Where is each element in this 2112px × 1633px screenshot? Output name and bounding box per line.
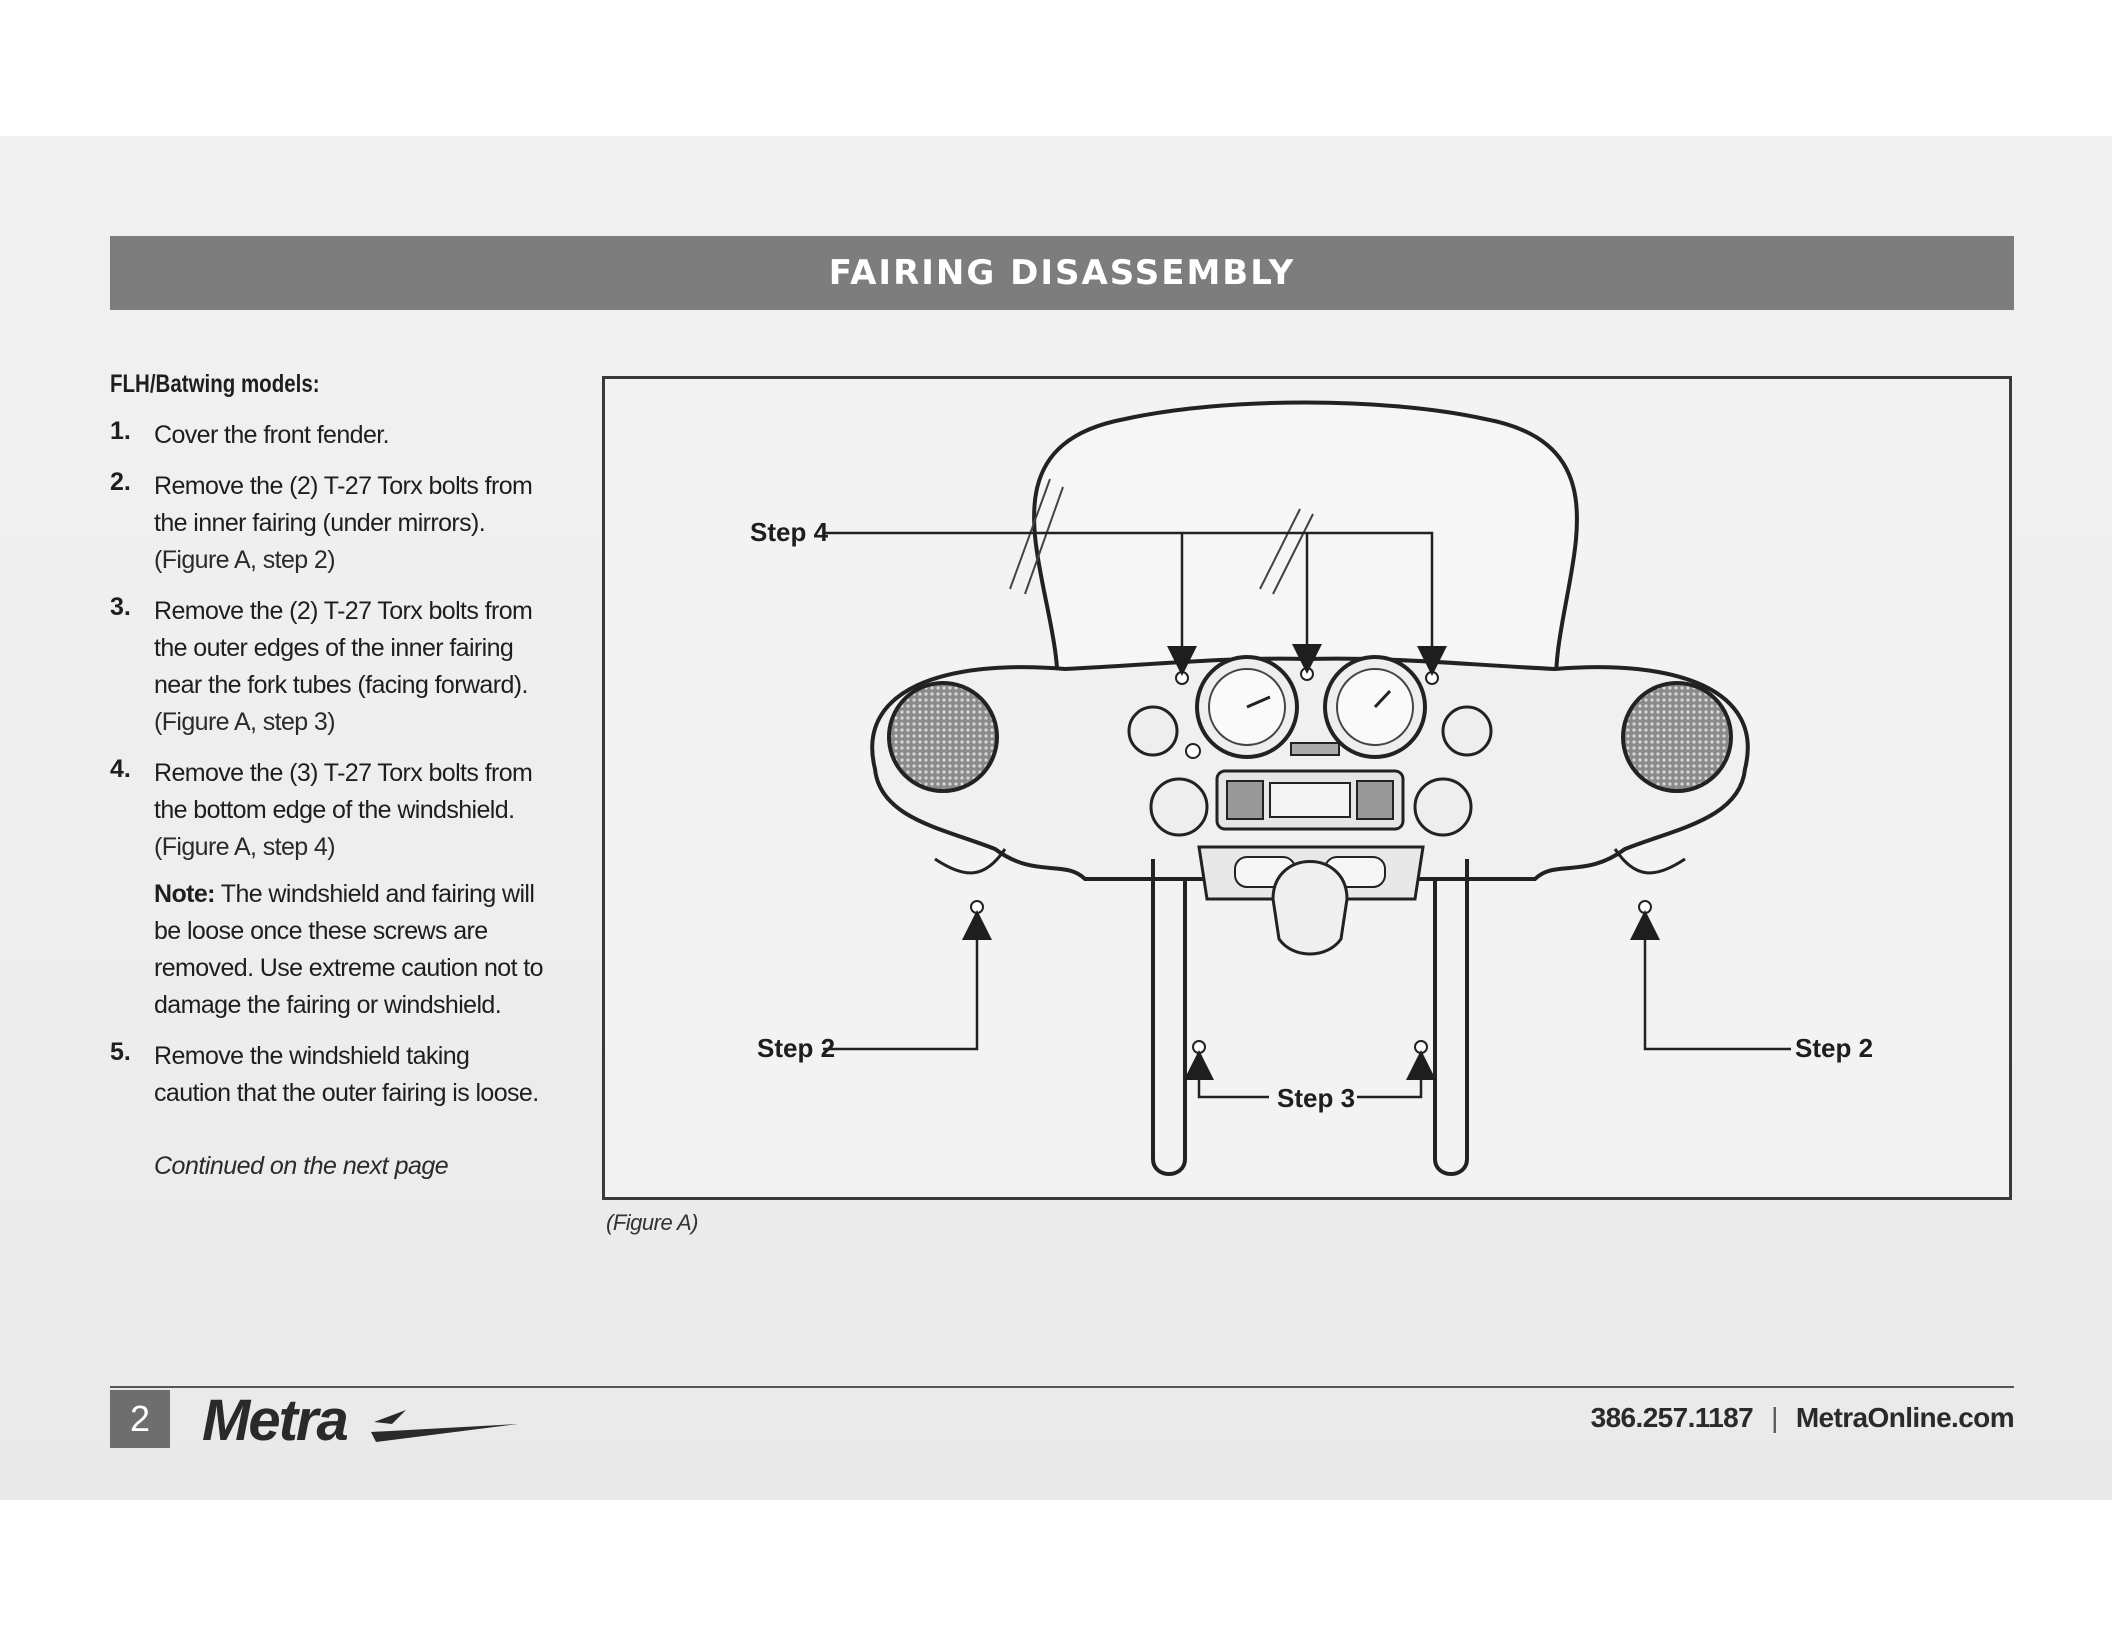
figure-reference: (Figure A, step 3) <box>154 708 335 736</box>
note-label: Note: <box>154 880 215 908</box>
step-item-3 <box>110 593 550 741</box>
fairing-illustration <box>605 379 2009 1197</box>
right-speaker <box>1623 683 1731 791</box>
phone-number: 386.257.1187 <box>1590 1402 1754 1433</box>
step-text: Remove the (2) T-27 Torx bolts from the inner fairing (under mirrors). <box>154 472 533 537</box>
step-item-4 <box>110 755 550 1024</box>
step3-label: Step 3 <box>1277 1083 1356 1113</box>
website-link[interactable]: MetraOnline.com <box>1795 1402 2014 1433</box>
instructions-column <box>110 370 550 1181</box>
contact-info <box>1591 1402 2014 1434</box>
figure-reference: (Figure A, step 2) <box>154 546 335 574</box>
steps-list <box>110 417 550 1112</box>
metra-logo <box>196 1384 526 1454</box>
figure-reference: (Figure A, step 4) <box>154 833 335 861</box>
section-title: FAIRING DISASSEMBLY <box>828 253 1296 293</box>
step-text: Remove the windshield taking caution that the outer fairing is loose. <box>154 1042 539 1107</box>
note-text: The windshield and fairing will be loose once these screws are removed. Use extreme caution not to damage the fairing or windshield. <box>154 880 543 1019</box>
left-fork-tube <box>1153 859 1185 1174</box>
windshield <box>1034 403 1577 700</box>
models-heading: FLH/Batwing models: <box>110 370 320 398</box>
step-item-2 <box>110 468 550 579</box>
step-item-5 <box>110 1038 550 1112</box>
right-fork-tube <box>1435 859 1467 1174</box>
step-text: Cover the front fender. <box>154 421 389 449</box>
step-item-1 <box>110 417 550 454</box>
figure-caption: (Figure A) <box>606 1210 698 1235</box>
figure-a-diagram <box>602 376 2012 1200</box>
step-text: Remove the (2) T-27 Torx bolts from the outer edges of the inner fairing near the fork tubes (facing forward). <box>154 597 533 699</box>
step-number: 2. <box>110 468 131 496</box>
contact-separator: | <box>1771 1402 1778 1433</box>
left-speaker <box>889 683 997 791</box>
page-number: 2 <box>110 1390 170 1448</box>
continued-note: Continued on the next page <box>154 1152 449 1180</box>
step-number: 5. <box>110 1038 131 1066</box>
caution-note <box>154 876 550 1024</box>
step-number: 3. <box>110 593 131 621</box>
step-number: 1. <box>110 417 131 445</box>
logo-wordmark: Metra <box>202 1388 347 1453</box>
step-number: 4. <box>110 755 131 783</box>
step2-right-label: Step 2 <box>1795 1033 1874 1063</box>
step4-label: Step 4 <box>750 517 829 547</box>
step2-left-label: Step 2 <box>757 1033 836 1063</box>
step-text: Remove the (3) T-27 Torx bolts from the bottom edge of the windshield. <box>154 759 533 824</box>
section-banner <box>110 236 2014 310</box>
